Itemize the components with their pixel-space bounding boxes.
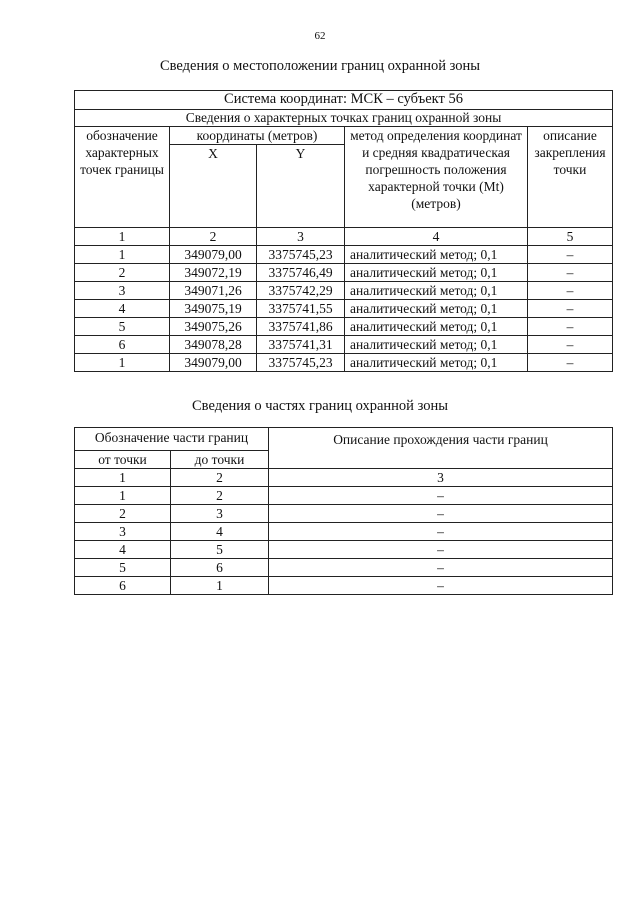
part-desc-cell: 3 — [269, 469, 613, 487]
from-cell: 4 — [75, 541, 171, 559]
table-row — [75, 336, 613, 354]
points-table — [74, 90, 613, 372]
table-row — [75, 505, 613, 523]
point-cell: 3 — [75, 282, 170, 300]
desc-cell: – — [528, 318, 613, 336]
desc-cell: – — [528, 300, 613, 318]
desc-cell: – — [528, 246, 613, 264]
coordinate-system: Система координат: МСК – субъект 56 — [75, 91, 613, 110]
part-desc-cell: – — [269, 505, 613, 523]
location-title: Сведения о местоположении границ охранной зоны — [159, 58, 480, 74]
table-row — [75, 523, 613, 541]
from-cell: 3 — [75, 523, 171, 541]
parts-table — [74, 427, 613, 595]
y-cell: 3375745,23 — [257, 246, 345, 264]
header-y: Y — [257, 145, 345, 228]
to-cell: 1 — [171, 577, 269, 595]
table-row — [75, 246, 613, 264]
part-desc-cell: – — [269, 523, 613, 541]
header-part-designation: Обозначение части границ — [75, 428, 269, 451]
from-cell: 1 — [75, 487, 171, 505]
points-section-title: Сведения о характерных точках границ охранной зоны — [75, 110, 613, 127]
method-cell: аналитический метод; 0,1 — [345, 300, 528, 318]
to-cell: 2 — [171, 469, 269, 487]
point-cell: 6 — [75, 336, 170, 354]
part-desc-cell: – — [269, 541, 613, 559]
parts-title: Сведения о частях границ охранной зоны — [192, 398, 448, 414]
y-cell: 3375741,31 — [257, 336, 345, 354]
table-row — [75, 577, 613, 595]
header-to-point: до точки — [171, 451, 269, 469]
x-cell: 349079,00 — [170, 246, 257, 264]
part-desc-cell: – — [269, 577, 613, 595]
method-cell: аналитический метод; 0,1 — [345, 282, 528, 300]
x-cell: 349071,26 — [170, 282, 257, 300]
to-cell: 6 — [171, 559, 269, 577]
from-cell: 1 — [75, 469, 171, 487]
point-cell: 2 — [75, 264, 170, 282]
y-cell: 3375741,55 — [257, 300, 345, 318]
desc-cell: – — [528, 336, 613, 354]
method-cell: аналитический метод; 0,1 — [345, 246, 528, 264]
part-desc-cell: – — [269, 487, 613, 505]
page-number: 62 — [314, 30, 326, 42]
point-cell: 5 — [75, 318, 170, 336]
part-desc-cell: – — [269, 559, 613, 577]
desc-cell: – — [528, 264, 613, 282]
desc-cell: – — [528, 354, 613, 372]
to-cell: 2 — [171, 487, 269, 505]
y-cell: 3375746,49 — [257, 264, 345, 282]
to-cell: 3 — [171, 505, 269, 523]
from-cell: 6 — [75, 577, 171, 595]
table-row — [75, 318, 613, 336]
column-number: 4 — [345, 228, 528, 246]
x-cell: 349075,26 — [170, 318, 257, 336]
column-number: 3 — [257, 228, 345, 246]
desc-cell: – — [528, 282, 613, 300]
method-cell: аналитический метод; 0,1 — [345, 264, 528, 282]
table-row — [75, 282, 613, 300]
method-cell: аналитический метод; 0,1 — [345, 318, 528, 336]
to-cell: 5 — [171, 541, 269, 559]
table-row — [75, 541, 613, 559]
table-row — [75, 354, 613, 372]
x-cell: 349072,19 — [170, 264, 257, 282]
y-cell: 3375745,23 — [257, 354, 345, 372]
x-cell: 349075,19 — [170, 300, 257, 318]
method-cell: аналитический метод; 0,1 — [345, 354, 528, 372]
header-part-description: Описание прохождения части границ — [269, 428, 613, 469]
y-cell: 3375741,86 — [257, 318, 345, 336]
point-cell: 1 — [75, 354, 170, 372]
table-row — [75, 264, 613, 282]
from-cell: 5 — [75, 559, 171, 577]
column-number: 2 — [170, 228, 257, 246]
header-method: метод определения координат и средняя квадратическая погрешность положения характерной точки (Mt) (метров) — [345, 127, 528, 228]
header-description: описание закрепления точки — [528, 127, 613, 228]
x-cell: 349079,00 — [170, 354, 257, 372]
method-cell: аналитический метод; 0,1 — [345, 336, 528, 354]
table-row — [75, 487, 613, 505]
header-coordinates: координаты (метров) — [170, 127, 345, 145]
header-from-point: от точки — [75, 451, 171, 469]
to-cell: 4 — [171, 523, 269, 541]
y-cell: 3375742,29 — [257, 282, 345, 300]
point-cell: 1 — [75, 246, 170, 264]
table-row — [75, 300, 613, 318]
column-number: 5 — [528, 228, 613, 246]
table-row — [75, 559, 613, 577]
header-designation: обозначение характерных точек границы — [75, 127, 170, 228]
x-cell: 349078,28 — [170, 336, 257, 354]
table-row — [75, 469, 613, 487]
column-number: 1 — [75, 228, 170, 246]
from-cell: 2 — [75, 505, 171, 523]
header-x: X — [170, 145, 257, 228]
point-cell: 4 — [75, 300, 170, 318]
